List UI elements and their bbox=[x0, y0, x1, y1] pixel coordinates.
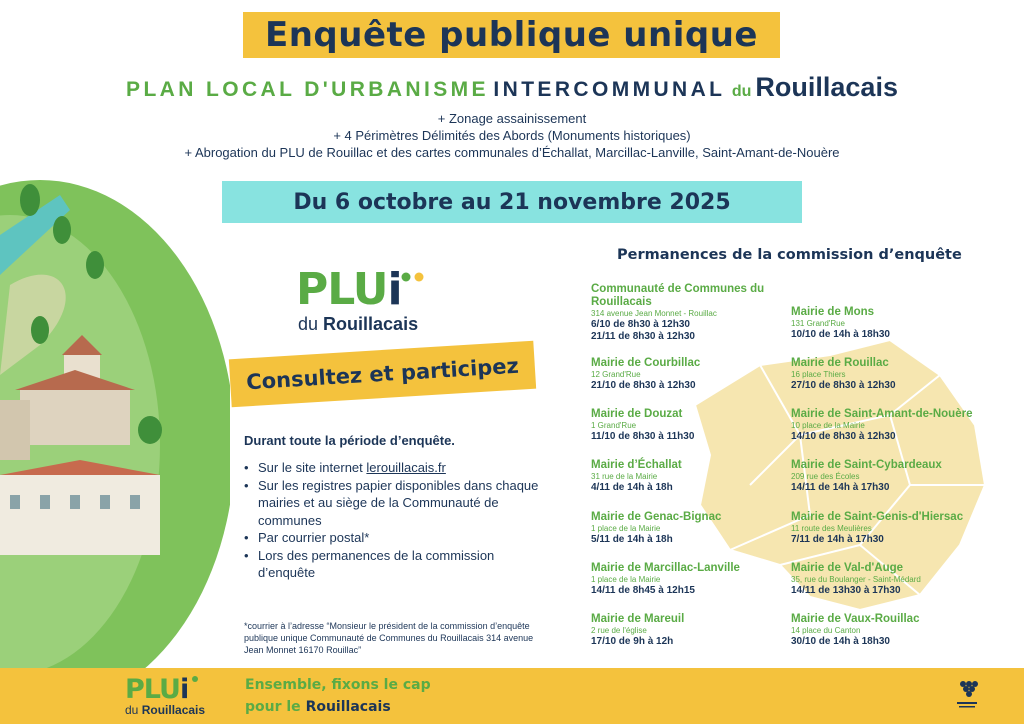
house-icon bbox=[0, 460, 160, 555]
inquiry-dates: Du 6 octobre au 21 novembre 2025 bbox=[293, 189, 731, 215]
mairie-entry bbox=[591, 408, 811, 443]
mairie-name: Mairie de Marcillac-Lanville bbox=[591, 562, 740, 574]
list-item-text: Par courrier postal* bbox=[258, 530, 370, 545]
mairie-address: 2 rue de l'église bbox=[591, 626, 647, 635]
mairie-time-slot: 14/10 de 8h30 à 12h30 bbox=[791, 431, 896, 442]
consult-banner-text: Consultez et participez bbox=[245, 353, 520, 395]
mairie-address: 1 place de la Mairie bbox=[591, 524, 661, 533]
mairie-name: Mairie de Mons bbox=[791, 306, 875, 318]
page-title: Enquête publique unique bbox=[265, 15, 758, 55]
plui-logo-i: i bbox=[387, 264, 402, 315]
list-item-text: Sur les registres papier disponibles dans chaque mairies et au siège de la Communauté de communes bbox=[258, 477, 539, 528]
mairie-time-slot: 7/11 de 14h à 17h30 bbox=[791, 534, 884, 545]
plan-heading-part1: PLAN LOCAL D'URBANISME bbox=[126, 78, 489, 101]
sub-line: + Abrogation du PLU de Rouillac et des cartes communales d’Échallat, Marcillac-Lanville, Saint-Amant-de-Nouère bbox=[184, 145, 840, 160]
mairie-name: Communauté de Communes du Rouillacais bbox=[591, 283, 765, 308]
mairie-address: 209 rue des Écoles bbox=[791, 472, 860, 481]
consult-banner bbox=[229, 341, 536, 408]
list-item bbox=[244, 459, 554, 477]
list-item bbox=[244, 529, 554, 547]
footer-dot-icon bbox=[191, 675, 199, 683]
mairie-entry bbox=[791, 613, 1011, 648]
list-item bbox=[244, 547, 554, 582]
footer-logo-plu: PLU bbox=[125, 674, 180, 705]
mairie-address: 14 place du Canton bbox=[791, 626, 861, 635]
mairie-entry bbox=[791, 562, 1011, 597]
mairie-address: 31 rue de la Mairie bbox=[591, 472, 658, 481]
mairie-name: Mairie de Saint-Cybardeaux bbox=[791, 459, 942, 471]
mairie-time-slot: 11/10 de 8h30 à 11h30 bbox=[591, 431, 695, 442]
plan-heading bbox=[0, 72, 1024, 103]
mairie-time-slot: 21/10 de 8h30 à 12h30 bbox=[591, 380, 696, 391]
mairie-address: 131 Grand'Rue bbox=[791, 319, 846, 328]
mairie-address: 35, rue du Boulanger - Saint-Médard bbox=[791, 575, 921, 584]
mairie-address: 11 route des Meulières bbox=[791, 524, 872, 533]
list-item bbox=[244, 477, 554, 530]
mairie-address: 16 place Thiers bbox=[791, 370, 846, 379]
mairie-name: Mairie de Saint-Amant-de-Nouère bbox=[791, 408, 973, 420]
permanences-title: Permanences de la commission d’enquête bbox=[617, 247, 962, 263]
slogan-line-1: Ensemble, fixons le cap bbox=[245, 677, 431, 693]
mairie-entry bbox=[591, 562, 811, 597]
postal-footnote: *courrier à l’adresse “Monsieur le président de la commission d’enquête publique unique Communauté de Communes du Rouillacais 314 avenue Jean Monnet 16170 Rouillac” bbox=[244, 621, 534, 655]
mairie-name: Mairie de Courbillac bbox=[591, 357, 701, 369]
website-link[interactable]: lerouillacais.fr bbox=[366, 460, 446, 475]
footer-plui-logo bbox=[125, 676, 188, 704]
mairie-address: 12 Grand'Rue bbox=[591, 370, 641, 379]
mairie-name: Mairie de Saint-Genis-d'Hiersac bbox=[791, 511, 964, 523]
mairie-entry bbox=[591, 511, 811, 546]
plan-heading-brand: Rouillacais bbox=[755, 72, 898, 102]
mairie-name: Mairie d’Échallat bbox=[591, 459, 682, 471]
footer-logo-subtitle bbox=[125, 703, 205, 717]
mairie-time-slot: 14/11 de 13h30 à 17h30 bbox=[791, 585, 901, 596]
mairie-time-slot: 5/11 de 14h à 18h bbox=[591, 534, 673, 545]
mairie-name: Mairie de Val-d'Auge bbox=[791, 562, 904, 574]
mairie-entry bbox=[791, 408, 1011, 443]
mairie-time-slot: 17/10 de 9h à 12h bbox=[591, 636, 674, 647]
mairie-time-slot: 6/10 de 8h30 à 12h30 bbox=[591, 319, 690, 330]
footer-slogan bbox=[245, 674, 431, 718]
mairie-entry bbox=[591, 357, 811, 392]
mairie-name: Mairie de Douzat bbox=[591, 408, 683, 420]
plan-heading-part2: INTERCOMMUNAL bbox=[493, 78, 726, 101]
logo-dots-icon bbox=[400, 271, 432, 283]
list-item-text: Sur le site internet bbox=[258, 460, 367, 475]
slogan-line-2-brand: Rouillacais bbox=[305, 699, 391, 715]
mairie-address: 1 Grand'Rue bbox=[591, 421, 637, 430]
plui-logo-subtitle bbox=[298, 314, 418, 335]
list-item-text: Lors des permanences de la commission d’enquête bbox=[258, 547, 495, 580]
mairie-time-slot: 30/10 de 14h à 18h30 bbox=[791, 636, 890, 647]
mairie-address: 10 place de la Mairie bbox=[791, 421, 865, 430]
mairie-entry bbox=[791, 459, 1011, 494]
consult-ways-list bbox=[244, 459, 554, 582]
mairie-time-slot: 14/11 de 8h45 à 12h15 bbox=[591, 585, 695, 596]
plan-heading-du: du bbox=[731, 83, 752, 100]
mairie-entry bbox=[791, 357, 1011, 392]
mairie-time-slot: 14/11 de 14h à 17h30 bbox=[791, 482, 890, 493]
plui-logo-plu: PLU bbox=[296, 264, 388, 315]
plui-logo-du: du bbox=[298, 314, 319, 334]
footer-logo-du: du bbox=[125, 703, 139, 717]
slogan-line-2 bbox=[245, 696, 431, 718]
slogan-line-2-prefix: pour le bbox=[245, 699, 301, 715]
mairie-time-slot: 4/11 de 14h à 18h bbox=[591, 482, 673, 493]
mairie-name: Mairie de Genac-Bignac bbox=[591, 511, 722, 523]
plui-logo-brand: Rouillacais bbox=[323, 314, 419, 334]
mairie-time-slot: 21/11 de 8h30 à 12h30 bbox=[591, 331, 695, 342]
footer-logo-brand: Rouillacais bbox=[141, 703, 206, 717]
mairie-entry bbox=[791, 511, 1011, 546]
mairie-entry bbox=[591, 613, 811, 648]
mairie-entry bbox=[791, 306, 1011, 341]
mairie-name: Mairie de Rouillac bbox=[791, 357, 889, 369]
mairie-name: Mairie de Vaux-Rouillac bbox=[791, 613, 920, 625]
landscape-illustration bbox=[0, 175, 230, 685]
plui-logo bbox=[296, 264, 402, 315]
mairie-time-slot: 27/10 de 8h30 à 12h30 bbox=[791, 380, 896, 391]
mairie-time-slot: 10/10 de 14h à 18h30 bbox=[791, 329, 890, 340]
sub-line: + 4 Périmètres Délimités des Abords (Monuments historiques) bbox=[333, 128, 691, 143]
plan-sub-lines bbox=[0, 110, 1024, 161]
grape-emblem-icon bbox=[955, 676, 979, 710]
consult-intro: Durant toute la période d’enquête. bbox=[244, 433, 455, 448]
mairie-entry bbox=[591, 283, 811, 343]
mairie-entry bbox=[591, 459, 811, 494]
footer-logo-i: i bbox=[179, 674, 189, 705]
mairie-address: 1 place de la Mairie bbox=[591, 575, 661, 584]
mairie-name: Mairie de Mareuil bbox=[591, 613, 685, 625]
mairie-address: 314 avenue Jean Monnet - Rouillac bbox=[591, 309, 717, 318]
sub-line: + Zonage assainissement bbox=[437, 111, 587, 126]
